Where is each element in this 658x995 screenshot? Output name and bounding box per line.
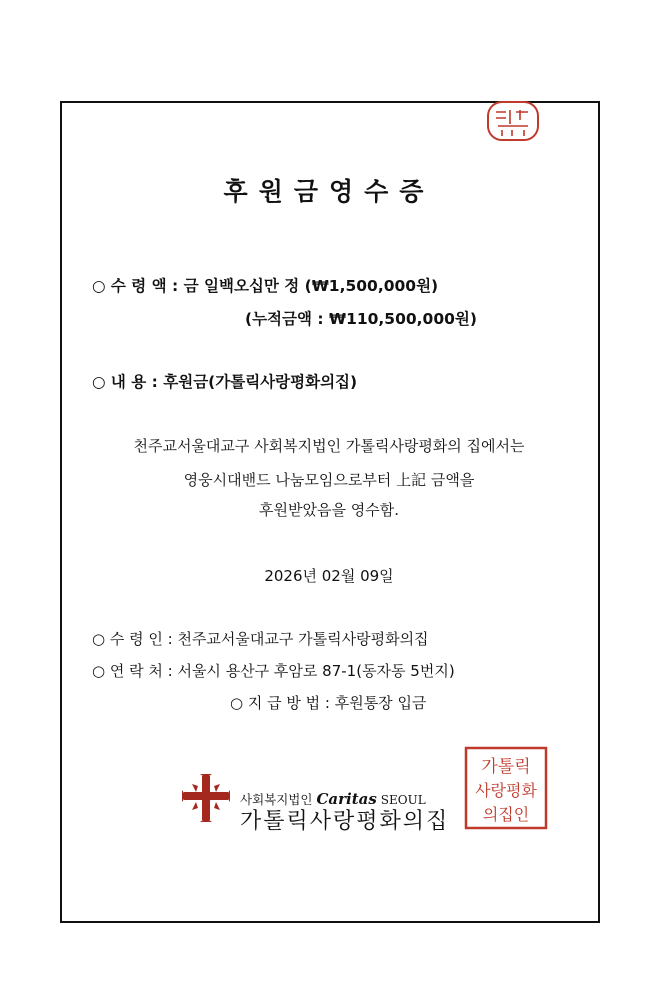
body-line-1: 천주교서울대교구 사회복지법인 가톨릭사랑평화의 집에서는 (133, 437, 525, 455)
contact-line: ○ 연 락 처 : 서울시 용산구 후암로 87-1(동자동 5번지) (92, 662, 455, 680)
amount-line: ○ 수 령 액 : 금 일백오십만 정 (₩1,500,000원) (92, 277, 439, 295)
seal-text-1: 가톨릭 (481, 757, 531, 777)
receiver-line: ○ 수 령 인 : 천주교서울대교구 가톨릭사랑평화의집 (92, 630, 429, 648)
issue-date: 2026년 02월 09일 (264, 567, 394, 585)
body-line-2: 영웅시대밴드 나눔모임으로부터 上記 금액을 (183, 471, 475, 489)
org-name: 가톨릭사랑평화의집 (240, 809, 450, 834)
seal-text-3: 의집인 (482, 805, 530, 824)
content-line: ○ 내 용 : 후원금(가톨릭사랑평화의집) (92, 373, 358, 391)
caritas-logo-icon (180, 772, 232, 824)
cumulative-line: (누적금액 : ₩110,500,000원) (245, 310, 477, 328)
seal-text-2: 사랑평화 (475, 781, 537, 800)
caritas-wordmark: Caritas (316, 790, 377, 808)
receipt-title: 후원금영수증 (223, 177, 435, 206)
official-seal-stamp (464, 746, 548, 830)
top-seal-stamp (484, 100, 542, 142)
payment-method-line: ○ 지 급 방 법 : 후원통장 입금 (230, 694, 427, 712)
body-line-3: 후원받았음을 영수함. (259, 501, 399, 519)
seoul-wordmark: SEOUL (380, 793, 426, 807)
org-prefix: 사회복지법인 (240, 792, 313, 807)
